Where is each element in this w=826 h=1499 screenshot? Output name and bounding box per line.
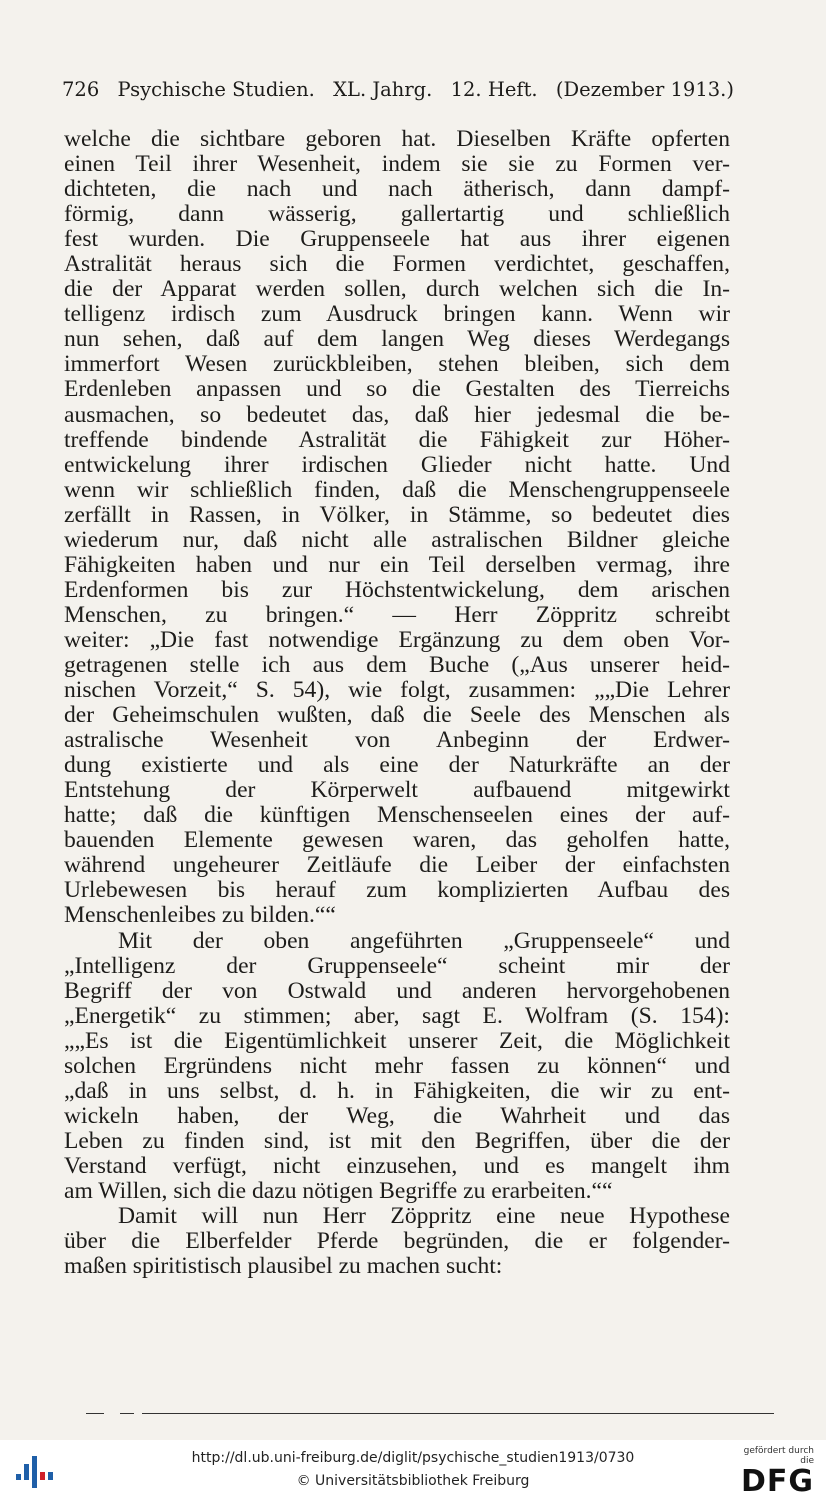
text-line: dung existierte und als eine der Naturkräfte an der [64,753,730,779]
copyright-notice: © Universitätsbibliothek Freiburg [296,1473,530,1489]
text-line: förmig, dann wässerig, gallertartig und schließlich [64,202,730,228]
text-line: wenn wir schließlich finden, daß die Menschengruppenseele [64,477,730,503]
text-line: wiederum nur, daß nicht alle astralischen Bildner gleiche [64,527,730,553]
journal-title: Psychische Studien. [117,78,315,101]
text-line: solchen Ergründens nicht mehr fassen zu können“ und [64,1053,730,1079]
text-line: Begriff der von Ostwald und anderen hervorgehobenen [64,978,730,1004]
text-line: während ungeheurer Zeitläufe die Leiber der einfachsten [64,853,730,879]
text-line: „Energetik“ zu stimmen; aber, sagt E. Wolfram (S. 154): [64,1003,730,1029]
dfg-wordmark: DFG [740,1464,814,1499]
text-line: Leben zu finden sind, ist mit den Begriffen, über die der [64,1128,730,1154]
volume: XL. Jahrg. [333,78,433,101]
text-line: immerfort Wesen zurückbleiben, stehen bleiben, sich dem [64,352,730,378]
issue: 12. Heft. [450,78,538,101]
text-line: bauenden Elemente gewesen waren, das geholfen hatte, [64,828,730,854]
body-text [64,127,730,1279]
source-url-link[interactable]: http://dl.ub.uni-freiburg.de/diglit/psychische_studien1913/0730 [191,1450,635,1466]
text-line: maßen spiritistisch plausibel zu machen sucht: [64,1254,503,1280]
text-line: Fähigkeiten haben und nur ein Teil derselben vermag, ihre [64,552,730,578]
dfg-logo [732,1446,814,1499]
sponsor-note: gefördert durch die [743,1446,814,1466]
text-line: Erdenleben anpassen und so die Gestalten des Tierreichs [64,377,730,403]
text-line: treffende bindende Astralität die Fähigkeit zur Höher- [64,427,730,453]
text-line: getragenen stelle ich aus dem Buche („Aus unserer heid- [64,652,730,678]
viewer-footer [0,1440,826,1499]
text-line: am Willen, sich die dazu nötigen Begriffe zu erarbeiten.““ [64,1178,613,1204]
text-line: weiter: „Die fast notwendige Ergänzung zu dem oben Vor- [64,627,730,653]
text-line: zerfällt in Rassen, in Völker, in Stämme, so bedeutet dies [64,502,730,528]
text-line: Erdenformen bis zur Höchstentwickelung, dem arischen [64,577,730,603]
text-line: Menschen, zu bringen.“ — Herr Zöppritz schreibt [64,602,730,628]
footnote-rule [142,1413,774,1414]
running-header [62,78,734,101]
footnote-rule-short-2 [120,1413,134,1414]
text-line: wickeln haben, der Weg, die Wahrheit und das [64,1103,730,1129]
text-line: hatte; daß die künftigen Menschenseelen eines der auf- [64,803,730,829]
text-line: telligenz irdisch zum Ausdruck bringen kann. Wenn wir [64,302,730,328]
text-line: „Intelligenz der Gruppenseele“ scheint mir der [64,953,730,979]
text-line: welche die sichtbare geboren hat. Dieselben Kräfte opferten [64,127,730,152]
text-line: astralische Wesenheit von Anbeginn der Erdwer- [64,728,730,754]
issue-date: (Dezember 1913.) [555,78,734,101]
page-number: 726 [62,78,100,101]
text-line: fest wurden. Die Gruppenseele hat aus ihrer eigenen [64,227,730,253]
text-line: „„Es ist die Eigentümlichkeit unserer Zeit, die Möglichkeit [64,1028,730,1054]
text-line: „daß in uns selbst, d. h. in Fähigkeiten, die wir zu ent- [64,1078,730,1104]
text-line: Mit der oben angeführten „Gruppenseele“ und [118,928,730,954]
text-line: ausmachen, so bedeutet das, daß hier jedesmal die be- [64,402,730,428]
footnote-rule-short-1 [86,1413,104,1414]
text-line: einen Teil ihrer Wesenheit, indem sie sie zu Formen ver- [64,152,730,178]
text-line: Astralität heraus sich die Formen verdichtet, geschaffen, [64,252,730,278]
text-line: nun sehen, daß auf dem langen Weg dieses Werdegangs [64,327,730,353]
text-line: die der Apparat werden sollen, durch welchen sich die In- [64,277,730,303]
text-line: dichteten, die nach und nach ätherisch, dann dampf- [64,177,730,203]
text-line: über die Elberfelder Pferde begründen, die er folgender- [64,1229,730,1255]
text-line: Damit will nun Herr Zöppritz eine neue Hypothese [118,1204,730,1230]
text-line: Entstehung der Körperwelt aufbauend mitgewirkt [64,778,730,804]
text-line: Verstand verfügt, nicht einzusehen, und es mangelt ihm [64,1153,730,1179]
text-line: der Geheimschulen wußten, daß die Seele des Menschen als [64,703,730,729]
text-line: entwickelung ihrer irdischen Glieder nicht hatte. Und [64,452,730,478]
text-line: Menschenleibes zu bilden.““ [64,903,336,929]
text-line: nischen Vorzeit,“ S. 54), wie folgt, zusammen: „„Die Lehrer [64,678,730,704]
text-line: Urlebewesen bis herauf zum komplizierten Aufbau des [64,878,730,904]
